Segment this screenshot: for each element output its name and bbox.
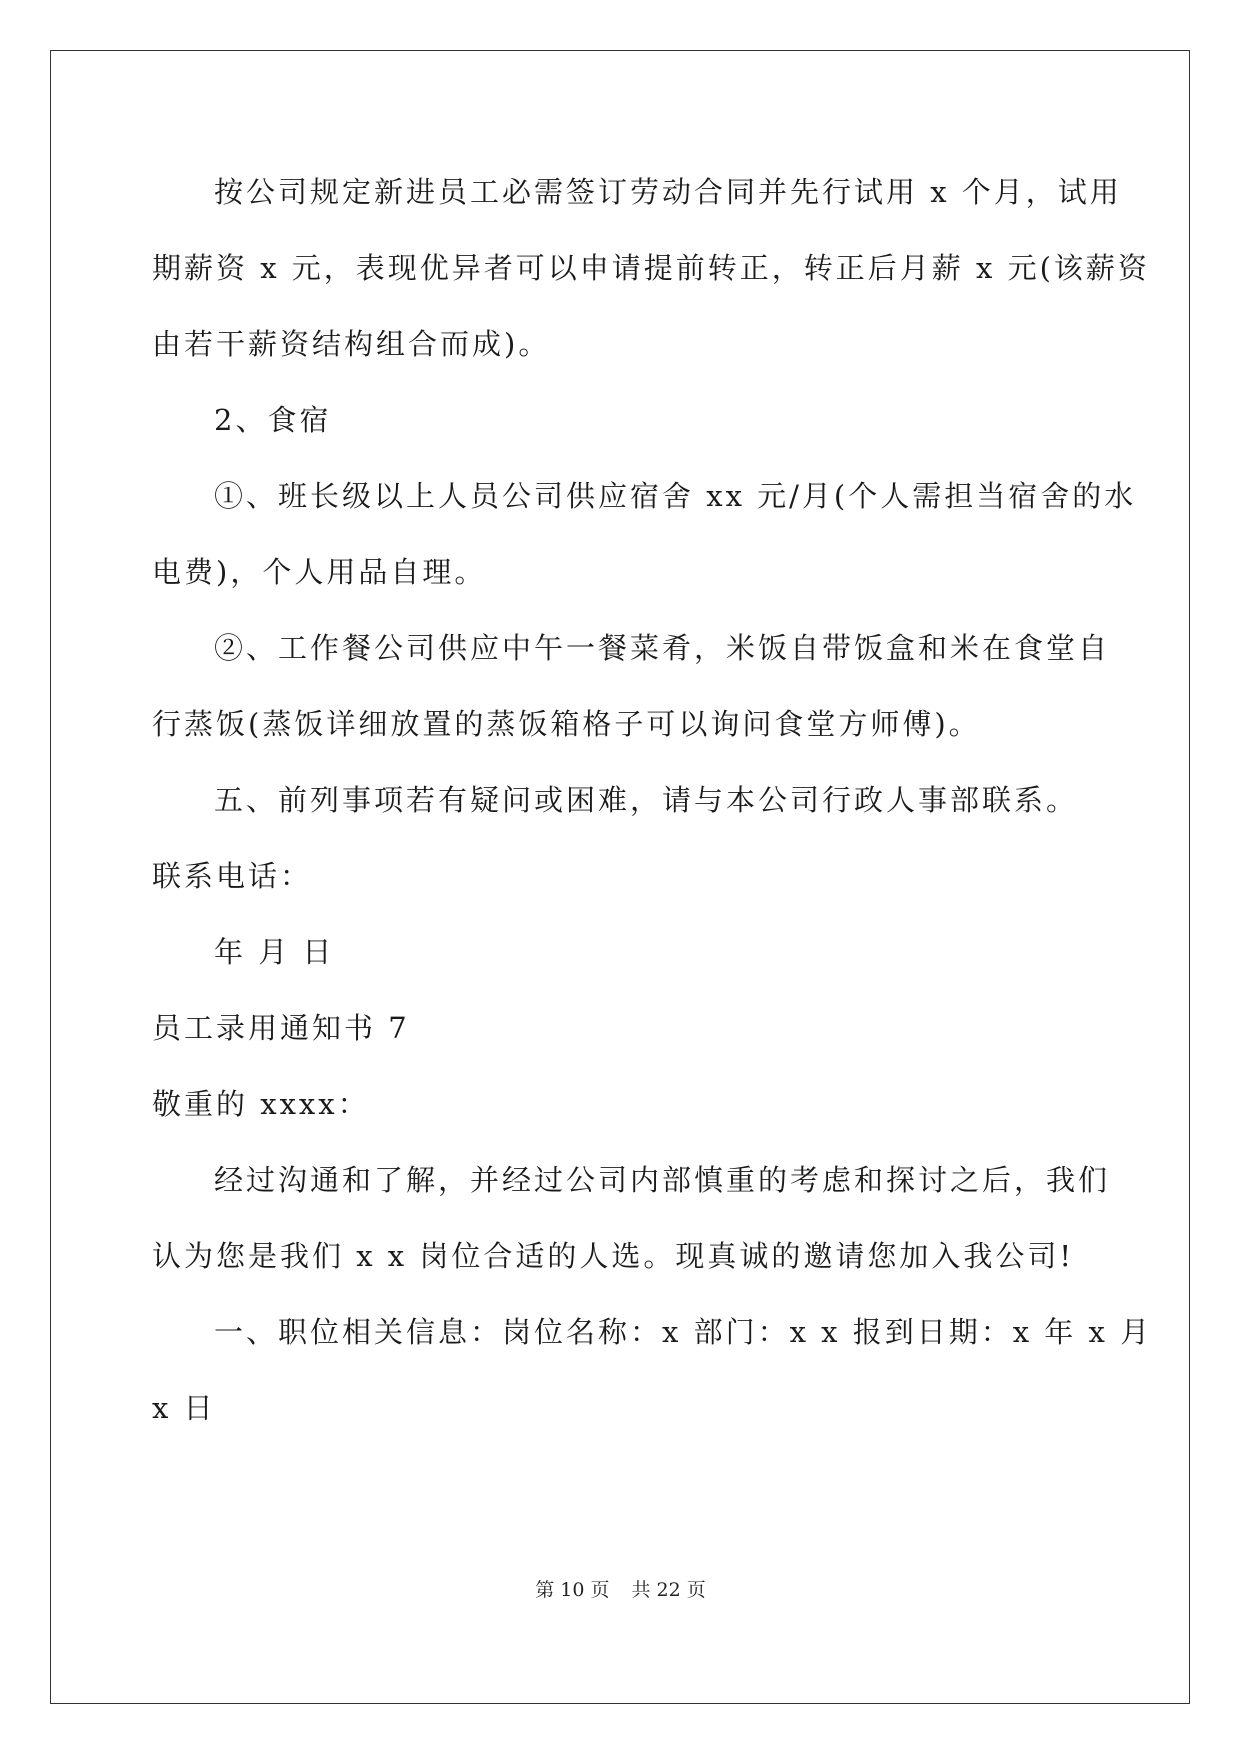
body-line: 电费)，个人用品自理。 [152, 555, 487, 589]
page-number: 第 10 页 [535, 1579, 610, 1601]
body-line: 由若干薪资结构组合而成)。 [152, 327, 551, 361]
salutation: 敬重的 xxxx： [152, 1087, 370, 1121]
body-line: 经过沟通和了解，并经过公司内部慎重的考虑和探讨之后，我们 [214, 1163, 1111, 1197]
body-line: 按公司规定新进员工必需签订劳动合同并先行试用 x 个月，试用 [214, 175, 1122, 209]
body-line: x 日 [152, 1391, 216, 1425]
body-line: 一、职位相关信息：岗位名称：x 部门：x x 报到日期：x 年 x 月 [214, 1315, 1153, 1349]
body-line: 期薪资 x 元，表现优异者可以申请提前转正，转正后月薪 x 元(该薪资 [152, 251, 1150, 285]
date-line: 年 月 日 [214, 935, 335, 969]
section-heading: 2、食宿 [214, 403, 332, 437]
contact-phone-label: 联系电话： [152, 859, 313, 893]
body-line: 认为您是我们 x x 岗位合适的人选。现真诚的邀请您加入我公司! [152, 1239, 1075, 1273]
body-line: 行蒸饭(蒸饭详细放置的蒸饭箱格子可以询问食堂方师傅)。 [152, 707, 981, 741]
section-title: 员工录用通知书 7 [152, 1011, 410, 1045]
page-footer [0, 1578, 1241, 1602]
body-line: 五、前列事项若有疑问或困难，请与本公司行政人事部联系。 [214, 783, 1079, 817]
body-line: ①、班长级以上人员公司供应宿舍 xx 元/月(个人需担当宿舍的水 [214, 479, 1137, 513]
body-line: ②、工作餐公司供应中午一餐菜肴，米饭自带饭盒和米在食堂自 [214, 631, 1111, 665]
page-total: 共 22 页 [631, 1579, 706, 1601]
